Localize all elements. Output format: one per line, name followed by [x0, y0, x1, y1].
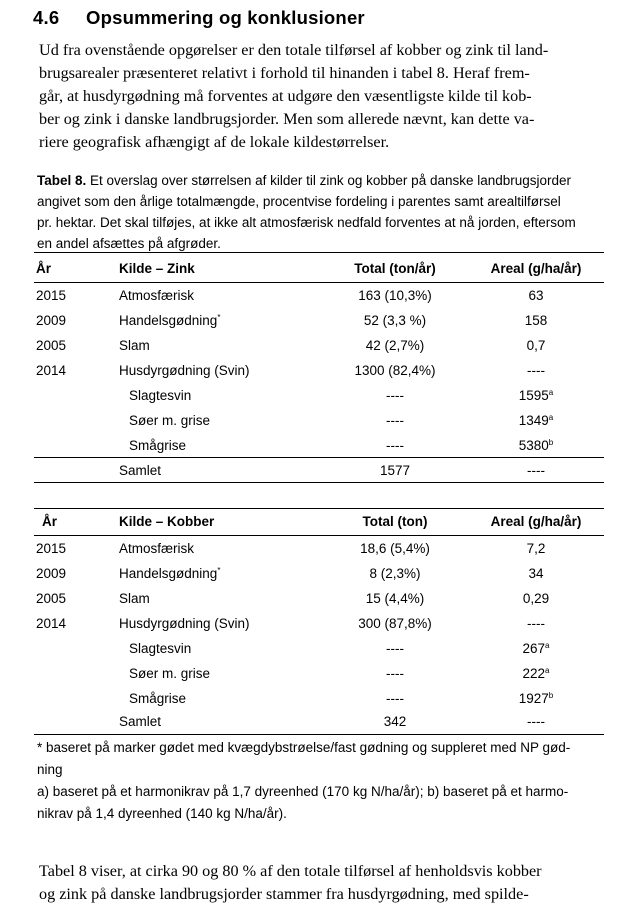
source-text: Handelsgødning — [119, 313, 218, 328]
paragraph-line: går, at husdyrgødning må forventes at udgøre den væsentligste kilde til kob- — [39, 87, 532, 105]
cell-year: 2005 — [36, 338, 67, 353]
table-row — [0, 408, 637, 433]
source-text: Husdyrgødning (Svin) — [119, 363, 250, 378]
table-row — [0, 586, 637, 611]
cell-total: 163 (10,3%) — [358, 288, 432, 303]
table-footnotes — [37, 737, 570, 825]
cell-source — [129, 408, 210, 433]
footnote-line: * baseret på marker gødet med kvægdybstrøelse/fast gødning og suppleret med NP gød- — [37, 740, 571, 755]
areal-text: 5380 — [518, 438, 549, 453]
cell-year: 2015 — [36, 541, 67, 556]
header-source: Kilde – Zink — [119, 261, 195, 276]
cell-source — [119, 283, 194, 308]
outro-paragraph — [39, 860, 542, 906]
header-year: År — [42, 514, 58, 529]
header-total: Total (ton) — [362, 514, 428, 529]
header-source: Kilde – Kobber — [119, 514, 215, 529]
footnote-marker: b — [548, 691, 554, 700]
table-row — [0, 333, 637, 358]
cell-areal — [476, 536, 596, 561]
cell-year: 2014 — [36, 363, 67, 378]
total-row — [0, 709, 637, 734]
cell-total: 18,6 (5,4%) — [360, 541, 430, 556]
areal-text: 0,7 — [526, 338, 546, 353]
footnote-marker: b — [548, 438, 554, 447]
cell-total: 42 (2,7%) — [365, 338, 425, 353]
total-areal: ---- — [527, 714, 545, 729]
cell-areal — [476, 433, 596, 458]
cell-total: ---- — [386, 641, 404, 656]
areal-text: 222 — [522, 666, 546, 681]
section-heading — [33, 7, 365, 29]
source-text: Smågrise — [129, 691, 187, 706]
table-rule — [34, 252, 604, 253]
cell-source — [119, 561, 220, 586]
total-value: 1577 — [379, 463, 411, 478]
areal-text: 7,2 — [526, 541, 546, 556]
source-text: Slam — [119, 338, 150, 353]
table-row — [0, 358, 637, 383]
footnote-line: a) baseret på et harmonikrav på 1,7 dyreenhed (170 kg N/ha/år); b) baseret på et harmo- — [37, 784, 569, 799]
caption-text: en andel afsættes på afgrøder. — [37, 236, 221, 251]
cell-source — [119, 308, 220, 333]
areal-text: 1349 — [518, 413, 549, 428]
cell-total: 52 (3,3 %) — [363, 313, 427, 328]
source-text: Søer m. grise — [129, 666, 211, 681]
paragraph-line: og zink på danske landbrugsjorder stammer fra husdyrgødning, med spilde- — [39, 885, 529, 903]
table-row — [0, 308, 637, 333]
table-header-row — [0, 509, 637, 534]
total-label: Samlet — [119, 714, 162, 729]
table-row — [0, 636, 637, 661]
table-row — [0, 661, 637, 686]
cell-areal — [476, 408, 596, 433]
cell-source — [119, 586, 150, 611]
areal-text: 0,29 — [522, 591, 550, 606]
total-value: 342 — [383, 714, 407, 729]
source-text: Husdyrgødning (Svin) — [119, 616, 250, 631]
cell-source — [119, 536, 194, 561]
cell-source — [129, 433, 186, 458]
cell-source — [129, 661, 210, 686]
cell-source — [129, 383, 191, 408]
section-number: 4.6 — [33, 7, 60, 28]
cell-year: 2009 — [36, 313, 67, 328]
total-label: Samlet — [119, 463, 162, 478]
footnote-marker: a — [548, 388, 554, 397]
paragraph-line: Tabel 8 viser, at cirka 90 og 80 % af den totale tilførsel af henholdsvis kobber — [39, 862, 542, 880]
paragraph-line: ber og zink i danske landbrugsjorder. Men som allerede nævnt, kan dette va- — [39, 110, 535, 128]
section-title: Opsummering og konklusioner — [86, 7, 365, 28]
table-rule — [34, 734, 604, 735]
areal-text: 267 — [522, 641, 546, 656]
cell-total: 300 (87,8%) — [358, 616, 432, 631]
cell-areal — [476, 686, 596, 711]
areal-text: 63 — [528, 288, 544, 303]
cell-year: 2009 — [36, 566, 67, 581]
cell-areal — [476, 661, 596, 686]
table-row — [0, 383, 637, 408]
source-text: Slagtesvin — [129, 388, 192, 403]
header-total: Total (ton/år) — [354, 261, 436, 276]
cell-total: 1300 (82,4%) — [354, 363, 436, 378]
cell-total: ---- — [386, 388, 404, 403]
total-row — [0, 458, 637, 483]
table-rule — [34, 482, 604, 483]
cell-source — [119, 611, 250, 636]
cell-areal — [476, 283, 596, 308]
areal-text: ---- — [527, 616, 545, 631]
header-areal: Areal (g/ha/år) — [490, 261, 582, 276]
footnote-line: ning — [37, 762, 63, 777]
cell-source — [119, 358, 250, 383]
footnote-marker: a — [545, 666, 550, 675]
cell-areal — [476, 586, 596, 611]
paragraph-line: riere geografisk afhængigt af de lokale kildestørrelser. — [39, 133, 390, 151]
source-text: Atmosfærisk — [119, 288, 195, 303]
cell-areal — [476, 358, 596, 383]
areal-text: 158 — [524, 313, 548, 328]
footnote-marker: a — [548, 413, 554, 422]
paragraph-line: Ud fra ovenstående opgørelser er den totale tilførsel af kobber og zink til land- — [39, 41, 549, 59]
source-text: Søer m. grise — [129, 413, 211, 428]
footnote-marker: * — [217, 313, 221, 322]
cell-year: 2014 — [36, 616, 67, 631]
caption-text: angivet som den årlige totalmængde, procentvise fordeling i parentes samt arealtilførsel — [37, 194, 561, 209]
cell-year: 2005 — [36, 591, 67, 606]
paragraph-line: brugsarealer præsenteret relativt i forhold til hinanden i tabel 8. Heraf frem- — [39, 64, 530, 82]
cell-source — [129, 636, 191, 661]
header-year: År — [36, 261, 52, 276]
table-row — [0, 433, 637, 458]
cell-total: 8 (2,3%) — [369, 566, 421, 581]
table-label: Tabel 8. — [37, 173, 87, 188]
cell-total: ---- — [386, 438, 404, 453]
cell-areal — [476, 383, 596, 408]
footnote-marker: a — [545, 641, 550, 650]
areal-text: 34 — [528, 566, 544, 581]
table-header-row — [0, 256, 637, 281]
cell-source — [129, 686, 186, 711]
table-row — [0, 536, 637, 561]
total-areal: ---- — [527, 463, 545, 478]
table-row — [0, 561, 637, 586]
cell-areal — [476, 611, 596, 636]
source-text: Smågrise — [129, 438, 187, 453]
cell-areal — [476, 561, 596, 586]
areal-text: ---- — [527, 363, 545, 378]
cell-total: ---- — [386, 691, 404, 706]
source-text: Atmosfærisk — [119, 541, 195, 556]
intro-paragraph — [39, 39, 548, 154]
cell-areal — [476, 636, 596, 661]
table-row — [0, 611, 637, 636]
cell-total: 15 (4,4%) — [365, 591, 425, 606]
source-text: Handelsgødning — [119, 566, 218, 581]
caption-text: Et overslag over størrelsen af kilder til zink og kobber på danske landbrugsjorder — [90, 173, 572, 188]
header-areal: Areal (g/ha/år) — [490, 514, 582, 529]
areal-text: 1595 — [518, 388, 549, 403]
cell-total: ---- — [386, 666, 404, 681]
cell-total: ---- — [386, 413, 404, 428]
table-row — [0, 283, 637, 308]
cell-year: 2015 — [36, 288, 67, 303]
areal-text: 1927 — [518, 691, 549, 706]
source-text: Slagtesvin — [129, 641, 192, 656]
footnote-marker: * — [217, 566, 221, 575]
table-row — [0, 686, 637, 711]
cell-areal — [476, 333, 596, 358]
caption-text: pr. hektar. Det skal tilføjes, at ikke alt atmosfærisk nedfald forventes at nå jorden, eftersom — [37, 215, 576, 230]
footnote-line: nikrav på 1,4 dyreenhed (140 kg N/ha/år). — [37, 806, 287, 821]
cell-source — [119, 333, 150, 358]
table-caption — [37, 170, 576, 254]
source-text: Slam — [119, 591, 150, 606]
cell-areal — [476, 308, 596, 333]
